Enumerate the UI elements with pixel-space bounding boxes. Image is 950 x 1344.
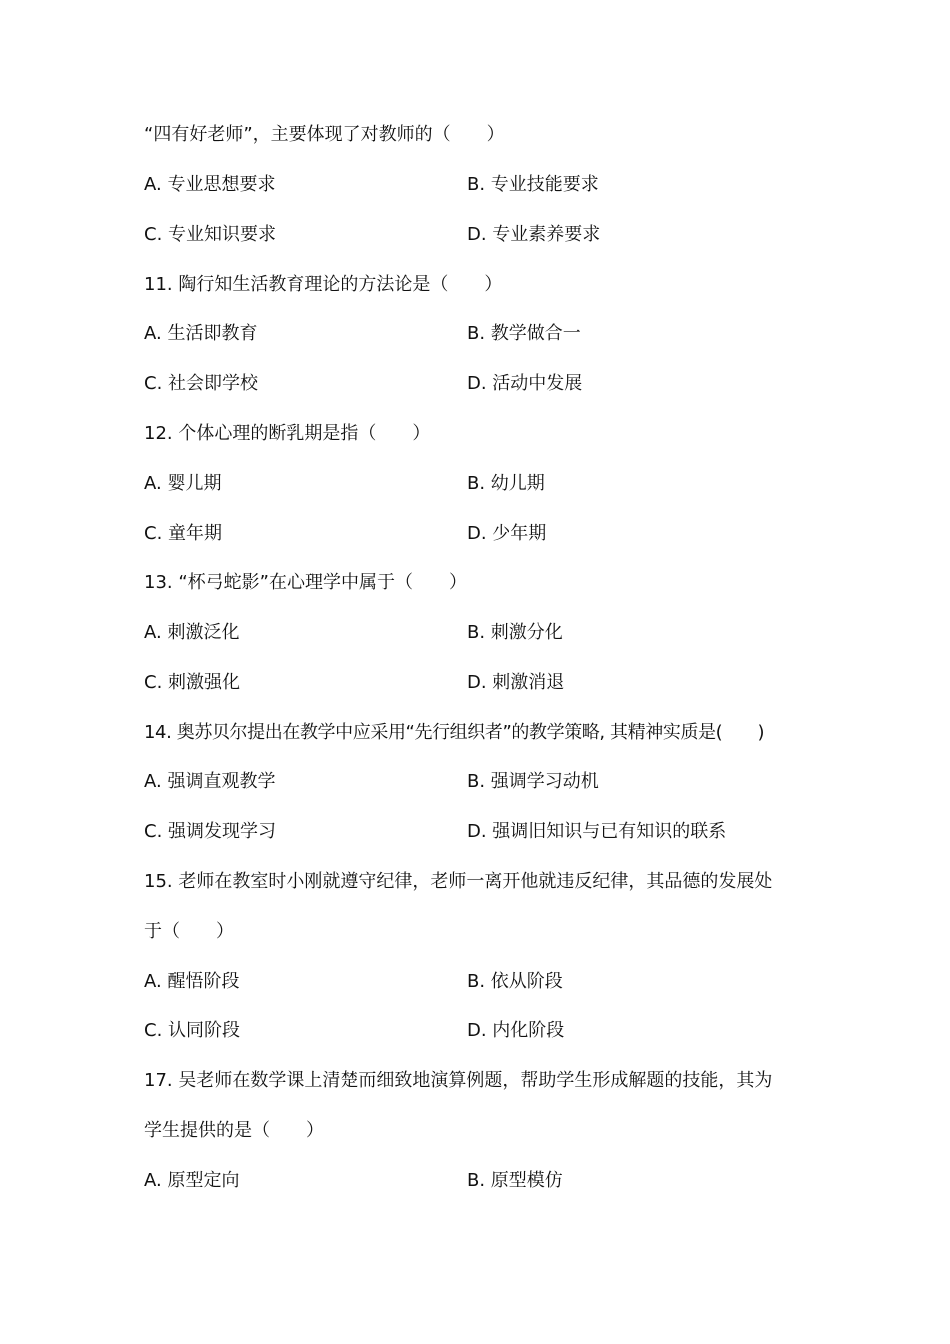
- question-17-option-b: B. 原型模仿: [467, 1170, 563, 1191]
- question-12-option-c: C. 童年期: [144, 523, 223, 544]
- question-13-option-b: B. 刺激分化: [467, 622, 563, 643]
- question-12-option-a: A. 婴儿期: [144, 473, 222, 494]
- question-17-option-a: A. 原型定向: [144, 1170, 240, 1191]
- question-15-stem-line-1: 15. 老师在教室时小刚就遵守纪律，老师一离开他就违反纪律，其品德的发展处: [144, 871, 773, 892]
- question-13-option-c: C. 刺激强化: [144, 672, 241, 693]
- question-14-option-d: D. 强调旧知识与已有知识的联系: [467, 821, 727, 842]
- question-11-option-a: A. 生活即教育: [144, 323, 258, 344]
- question-10-option-d: D. 专业素养要求: [467, 224, 601, 245]
- question-10-option-c: C. 专业知识要求: [144, 224, 277, 245]
- question-12-option-b: B. 幼儿期: [467, 473, 545, 494]
- question-15-option-c: C. 认同阶段: [144, 1020, 241, 1041]
- question-12-stem: 12. 个体心理的断乳期是指（ ）: [144, 423, 431, 444]
- question-15-option-b: B. 依从阶段: [467, 971, 563, 992]
- question-14-stem: 14. 奥苏贝尔提出在教学中应采用“先行组织者”的教学策略, 其精神实质是( ): [144, 722, 765, 743]
- question-11-option-c: C. 社会即学校: [144, 373, 259, 394]
- question-13-option-a: A. 刺激泛化: [144, 622, 240, 643]
- question-10-stem: “四有好老师”，主要体现了对教师的（ ）: [144, 124, 505, 145]
- question-11-stem: 11. 陶行知生活教育理论的方法论是（ ）: [144, 274, 503, 295]
- question-11-option-b: B. 教学做合一: [467, 323, 581, 344]
- question-15-option-a: A. 醒悟阶段: [144, 971, 240, 992]
- question-14-option-b: B. 强调学习动机: [467, 771, 599, 792]
- question-15-stem-line-2: 于（ ）: [144, 921, 234, 942]
- question-17-stem-line-2: 学生提供的是（ ）: [144, 1120, 324, 1141]
- question-13-option-d: D. 刺激消退: [467, 672, 565, 693]
- question-15-option-d: D. 内化阶段: [467, 1020, 565, 1041]
- question-17-stem-line-1: 17. 吴老师在数学课上清楚而细致地演算例题，帮助学生形成解题的技能，其为: [144, 1070, 773, 1091]
- question-13-stem: 13. “杯弓蛇影”在心理学中属于（ ）: [144, 572, 467, 593]
- question-11-option-d: D. 活动中发展: [467, 373, 583, 394]
- question-10-option-b: B. 专业技能要求: [467, 174, 599, 195]
- question-12-option-d: D. 少年期: [467, 523, 547, 544]
- question-14-option-c: C. 强调发现学习: [144, 821, 277, 842]
- question-14-option-a: A. 强调直观教学: [144, 771, 276, 792]
- question-10-option-a: A. 专业思想要求: [144, 174, 276, 195]
